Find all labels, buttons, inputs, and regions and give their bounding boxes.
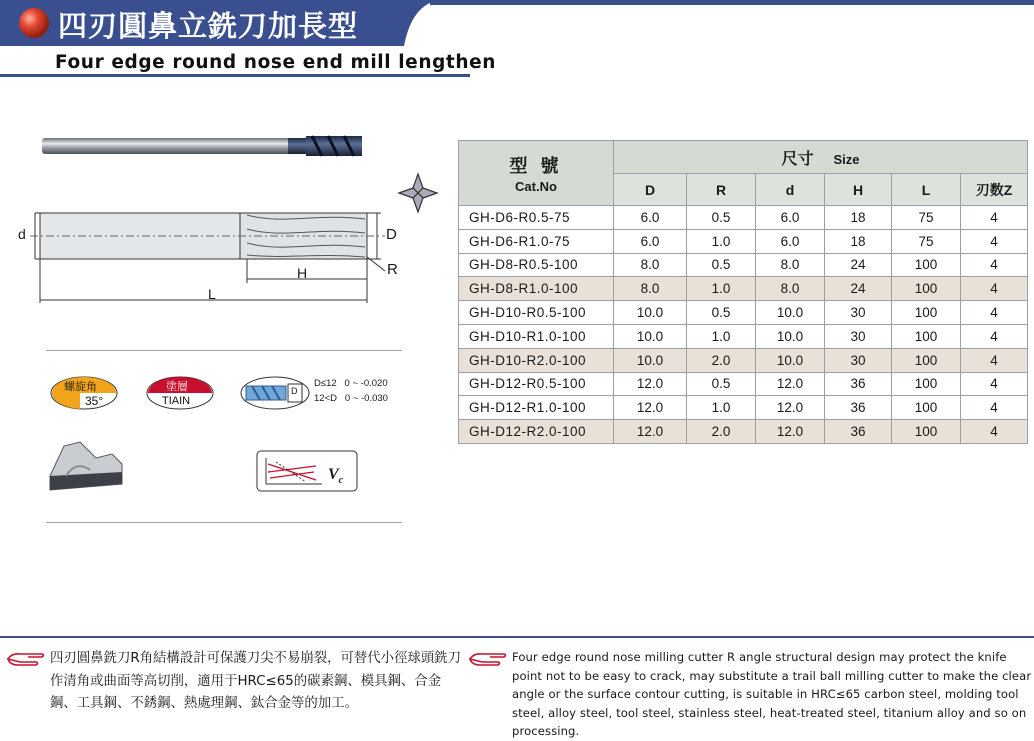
cell-D: 8.0 xyxy=(614,277,687,301)
cell-R: 1.0 xyxy=(687,396,756,420)
cell-D: 6.0 xyxy=(614,229,687,253)
cell-D: 6.0 xyxy=(614,206,687,230)
cell-R: 2.0 xyxy=(687,420,756,444)
cell-H: 30 xyxy=(825,348,892,372)
helix-angle-value: 35° xyxy=(85,394,104,408)
cell-d: 8.0 xyxy=(756,277,825,301)
cell-d: 12.0 xyxy=(756,396,825,420)
header-underline xyxy=(0,74,470,77)
dim-H-label: H xyxy=(297,265,308,281)
cell-d: 10.0 xyxy=(756,324,825,348)
vc-sub: c xyxy=(338,475,344,487)
footer-divider xyxy=(0,636,1034,638)
table-row xyxy=(459,420,1028,444)
cell-H: 30 xyxy=(825,324,892,348)
cell-D: 10.0 xyxy=(614,348,687,372)
coating-value: TIAIN xyxy=(162,395,191,407)
tolerance-line-1: D≤12 0 ~ -0.020 xyxy=(314,378,388,389)
cell-H: 18 xyxy=(825,229,892,253)
table-row xyxy=(459,396,1028,420)
helix-angle-label: 螺旋角 xyxy=(64,380,97,393)
cell-d: 6.0 xyxy=(756,229,825,253)
cell-L: 100 xyxy=(892,348,961,372)
cell-catno: GH-D12-R1.0-100 xyxy=(459,396,614,420)
cell-H: 36 xyxy=(825,420,892,444)
cell-R: 1.0 xyxy=(687,277,756,301)
size-header-en: Size xyxy=(833,151,860,167)
cell-H: 18 xyxy=(825,206,892,230)
cell-d: 10.0 xyxy=(756,301,825,325)
end-mill-photo xyxy=(40,133,365,159)
col-header-d: d xyxy=(756,174,825,206)
cell-D: 12.0 xyxy=(614,420,687,444)
cell-Z: 4 xyxy=(961,229,1028,253)
dim-L-label: L xyxy=(208,286,216,302)
cell-H: 24 xyxy=(825,253,892,277)
col-header-H: H xyxy=(825,174,892,206)
cell-L: 100 xyxy=(892,277,961,301)
cell-Z: 4 xyxy=(961,324,1028,348)
header-top-line xyxy=(430,0,1034,5)
cell-D: 10.0 xyxy=(614,301,687,325)
cell-D: 8.0 xyxy=(614,253,687,277)
table-row xyxy=(459,277,1028,301)
cell-catno: GH-D10-R1.0-100 xyxy=(459,324,614,348)
cell-R: 1.0 xyxy=(687,229,756,253)
cell-R: 0.5 xyxy=(687,206,756,230)
pointing-hand-icon-2 xyxy=(468,651,508,667)
cell-d: 10.0 xyxy=(756,348,825,372)
pointing-hand-icon xyxy=(6,651,46,667)
table-row xyxy=(459,206,1028,230)
cell-catno: GH-D12-R0.5-100 xyxy=(459,372,614,396)
spec-table xyxy=(458,140,1028,444)
cell-Z: 4 xyxy=(961,206,1028,230)
cell-Z: 4 xyxy=(961,420,1028,444)
cell-Z: 4 xyxy=(961,301,1028,325)
cell-catno: GH-D10-R2.0-100 xyxy=(459,348,614,372)
catno-header-zh: 型 號 xyxy=(509,156,563,176)
divider-top xyxy=(46,350,402,351)
cell-H: 24 xyxy=(825,277,892,301)
cell-L: 100 xyxy=(892,396,961,420)
cell-R: 0.5 xyxy=(687,253,756,277)
cell-R: 1.0 xyxy=(687,324,756,348)
size-header xyxy=(614,141,1028,174)
col-header-L: L xyxy=(892,174,961,206)
cell-L: 100 xyxy=(892,253,961,277)
cell-Z: 4 xyxy=(961,396,1028,420)
vc-label xyxy=(328,466,343,486)
cell-catno: GH-D6-R1.0-75 xyxy=(459,229,614,253)
cell-H: 36 xyxy=(825,372,892,396)
cell-L: 100 xyxy=(892,420,961,444)
cell-Z: 4 xyxy=(961,348,1028,372)
dim-D-label: D xyxy=(386,226,397,243)
title-english: Four edge round nose end mill lengthen xyxy=(55,52,497,73)
cell-L: 75 xyxy=(892,206,961,230)
cell-Z: 4 xyxy=(961,253,1028,277)
cell-R: 0.5 xyxy=(687,301,756,325)
table-row xyxy=(459,324,1028,348)
divider-bottom xyxy=(46,522,402,523)
dim-R-label: R xyxy=(387,261,398,278)
vc-main: V xyxy=(328,466,339,483)
dim-d-label: d xyxy=(18,226,26,242)
cell-L: 100 xyxy=(892,324,961,348)
size-header-zh: 尺寸 xyxy=(781,150,814,168)
table-row xyxy=(459,348,1028,372)
workpiece-shape-icon xyxy=(46,438,124,498)
cell-Z: 4 xyxy=(961,277,1028,301)
footer-description-en: Four edge round nose milling cutter R angle structural design may protect the knife point not to be easy to crack, may substitute a trail ball milling cutter to make the clear angle or the surface contour cutting, is suitable in HRC≤65 carbon steel, molding tool steel, alloy steel, tool steel, stainless steel, heat-treated steel, titanium alloy and so on processing. xyxy=(512,650,1032,739)
cell-catno: GH-D12-R2.0-100 xyxy=(459,420,614,444)
cell-D: 12.0 xyxy=(614,372,687,396)
footer-description-zh: 四刃圓鼻銑刀R角結構設計可保護刀尖不易崩裂，可替代小徑球頭銑刀作清角或曲面等高切削，適用于HRC≤65的碳素鋼、模具鋼、合金鋼、工具鋼、不銹鋼、熱處理鋼、鈦合金等的加工。 xyxy=(50,651,462,711)
cell-d: 12.0 xyxy=(756,372,825,396)
cell-L: 75 xyxy=(892,229,961,253)
title-chinese: 四刃圓鼻立銑刀加長型 xyxy=(58,9,359,43)
red-ball-icon xyxy=(19,8,49,38)
catno-header xyxy=(459,141,614,206)
cell-catno: GH-D8-R1.0-100 xyxy=(459,277,614,301)
tolerance-line-2: 12<D 0 ~ -0.030 xyxy=(314,393,388,404)
table-row xyxy=(459,253,1028,277)
col-header-D: D xyxy=(614,174,687,206)
col-header-R: R xyxy=(687,174,756,206)
cell-catno: GH-D10-R0.5-100 xyxy=(459,301,614,325)
cell-H: 30 xyxy=(825,301,892,325)
cell-catno: GH-D8-R0.5-100 xyxy=(459,253,614,277)
cell-catno: GH-D6-R0.5-75 xyxy=(459,206,614,230)
cell-d: 6.0 xyxy=(756,206,825,230)
tolerance-D-label: D xyxy=(291,386,298,396)
cell-L: 100 xyxy=(892,372,961,396)
cell-D: 12.0 xyxy=(614,396,687,420)
catno-header-en: Cat.No xyxy=(515,179,557,194)
cell-R: 2.0 xyxy=(687,348,756,372)
cell-L: 100 xyxy=(892,301,961,325)
coating-label: 塗層 xyxy=(166,380,188,393)
col-header-Z: 刃数Z xyxy=(961,174,1028,206)
tolerance-badge xyxy=(240,376,310,410)
table-row xyxy=(459,372,1028,396)
cell-Z: 4 xyxy=(961,372,1028,396)
table-row xyxy=(459,301,1028,325)
cell-D: 10.0 xyxy=(614,324,687,348)
cell-R: 0.5 xyxy=(687,372,756,396)
cell-H: 36 xyxy=(825,396,892,420)
cell-d: 12.0 xyxy=(756,420,825,444)
cell-d: 8.0 xyxy=(756,253,825,277)
table-row xyxy=(459,229,1028,253)
